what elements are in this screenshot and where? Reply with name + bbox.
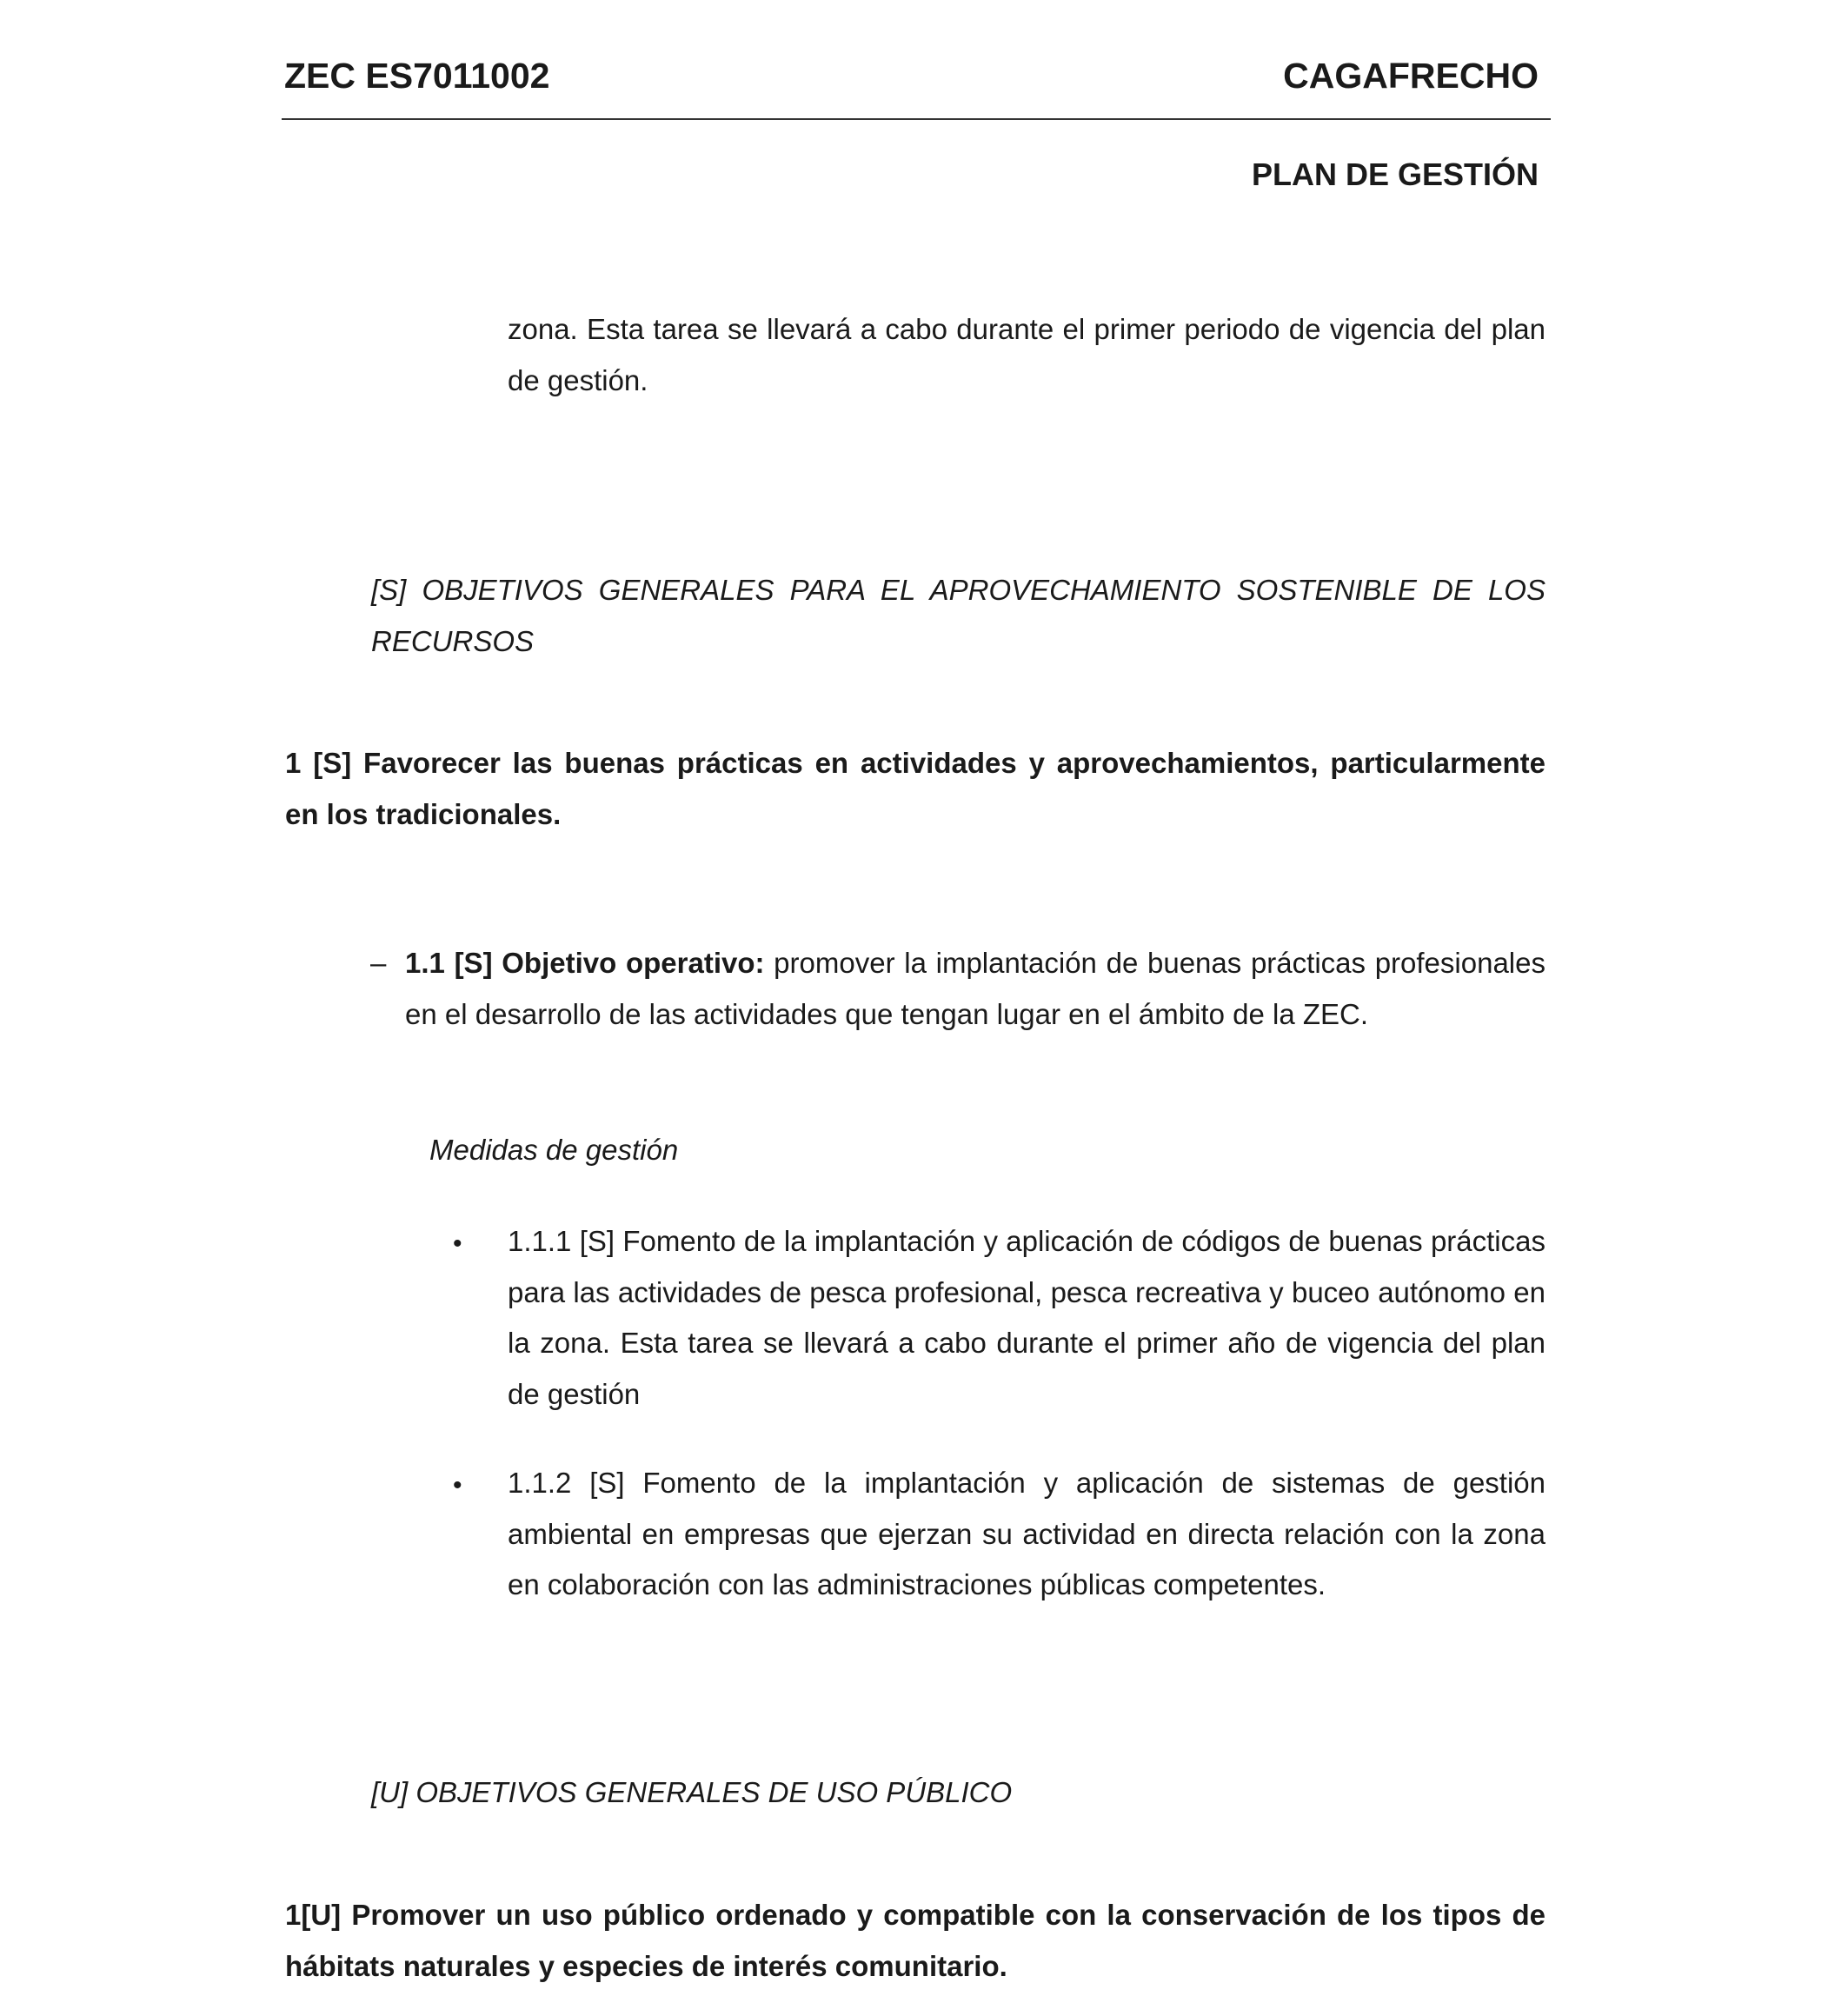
general-objective-u1: 1[U] Promover un uso público ordenado y compatible con la conservación de los tipos de hábitats naturales y especies de interés comunitario. [285, 1899, 1546, 1982]
header-divider [282, 118, 1551, 120]
header-site-name: CAGAFRECHO [1283, 56, 1539, 96]
section-heading-sustainable-use: [S] OBJETIVOS GENERALES PARA EL APROVECHAMIENTO SOSTENIBLE DE LOS RECURSOS [371, 574, 1546, 657]
list-item: 1.1.2 [S] Fomento de la implantación y aplicación de sistemas de gestión ambiental en empresas que ejerzan su actividad en directa relación con la zona en colaboración con las administraciones públicas competentes. [508, 1467, 1546, 1600]
continuation-paragraph: zona. Esta tarea se llevará a cabo durante el primer periodo de vigencia del plan de gestión. [508, 313, 1546, 396]
operative-objective-label: 1.1 [S] Objetivo operativo: [405, 947, 765, 979]
bullet-marker: • [453, 1471, 462, 1500]
operative-objective-text: promover la implantación de buenas prácticas profesionales en el desarrollo de las actividades que tengan lugar en el ámbito de la ZEC. [405, 947, 1546, 1030]
list-item: 1.1.1 [S] Fomento de la implantación y aplicación de códigos de buenas prácticas para las actividades de pesca profesional, pesca recreativa y buceo autónomo en la zona. Esta tarea se llevará a cabo durante el primer año de vigencia del plan de gestión [508, 1225, 1546, 1410]
header-document-title: PLAN DE GESTIÓN [1251, 156, 1539, 192]
dash-marker: – [370, 947, 387, 979]
section-heading-public-use: [U] OBJETIVOS GENERALES DE USO PÚBLICO [371, 1776, 1013, 1808]
header-site-code: ZEC ES7011002 [284, 56, 550, 96]
measures-heading: Medidas de gestión [429, 1134, 679, 1166]
general-objective-s1: 1 [S] Favorecer las buenas prácticas en actividades y aprovechamientos, particularmente en los tradicionales. [285, 747, 1546, 830]
bullet-marker: • [453, 1229, 462, 1258]
operative-objective-1-1 [405, 938, 1546, 1040]
